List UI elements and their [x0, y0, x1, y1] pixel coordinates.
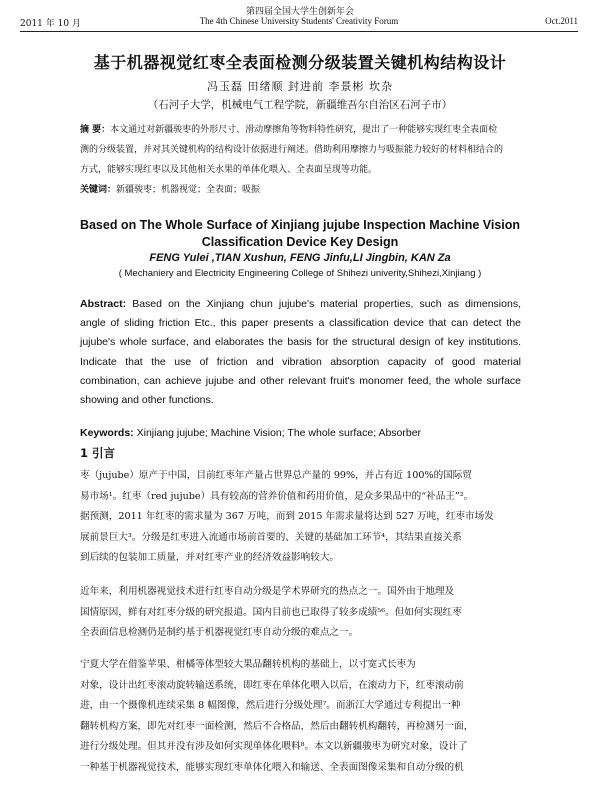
abstract-cn-label: 摘 要： — [80, 125, 111, 135]
header-date-en: Oct.2011 — [545, 16, 578, 26]
paragraph-line: 展前景巨大³。分级是红枣进入流通市场前首要的、关键的基础加工环节⁴，其结果直接关系 — [80, 531, 462, 543]
keywords-cn-label: 关键词： — [80, 185, 117, 195]
abstract-cn — [80, 120, 520, 180]
conference-name-cn: 第四届全国大学生创新年会 — [245, 7, 354, 17]
paragraph-line: 据预测，2011 年红枣的需求量为 367 万吨，而到 2015 年需求量将达到 527 万吨，红枣市场发 — [80, 511, 494, 522]
keywords-en — [80, 427, 521, 439]
abstract-en-line: Based on the Xinjiang chun jujube's material properties, such as dimensions, — [132, 298, 521, 310]
body-paragraph — [80, 655, 521, 778]
paragraph-line: 近年来，利用机器视觉技术进行红枣自动分级是学术界研究的热点之一。国外由于地理及 — [80, 586, 455, 597]
abstract-cn-line: 本文通过对新疆骏枣的外形尺寸、滑动摩擦角等物料特性研究，提出了一种能够实现红枣全表面检 — [110, 125, 498, 135]
abstract-en-line: Indicate that the use of friction and vibration absorption capacity of good material — [80, 355, 521, 368]
abstract-en-label: Abstract: — [80, 298, 127, 310]
paragraph-line: 一种基于机器视觉技术，能够实现红枣单体化喂入和输送、全表面图像采集和自动分级的机 — [80, 761, 464, 773]
abstract-en-line: angle of sliding friction Etc., this paper presents a classification device that can detect the — [80, 317, 521, 330]
title-en — [0, 217, 600, 251]
paragraph-line: 国情原因，鲜有对红枣分级的研究报道。国内目前也已取得了较多成绩⁵⁶。但如何实现红枣 — [80, 606, 462, 618]
paragraph-line: 翻转机构方案，即先对红枣一面检测，然后不合格品，然后由翻转机构翻转，再检测另一面， — [80, 720, 474, 732]
abstract-en — [80, 295, 521, 410]
authors-en: FENG Yulei ,TIAN Xushun, FENG Jinfu,LI Jingbin, KAN Za — [149, 252, 451, 264]
header-rule — [20, 31, 578, 32]
keywords-cn — [80, 182, 520, 195]
paragraph-line: 枣（jujube）原产于中国，目前红枣年产量占世界总产量的 99%，并占有近 100%的国际贸 — [80, 470, 472, 481]
paragraph-line: 对象，设计出红枣滚动旋转输送系统，即红枣在单体化喂入以后，在滚动力下，红枣滚动前 — [80, 679, 464, 691]
affiliation-en: ( Mechaniery and Electricity Engineering College of Shihezi univerity,Shihezi,Xinjiang ) — [118, 268, 482, 279]
paragraph-line: 进行分级处理。但其并没有涉及如何实现单体化喂料⁸。本文以新疆骏枣为研究对象，设计了 — [80, 741, 468, 752]
paragraph-line: 宁夏大学在借鉴苹果、柑橘等体型较大果品翻转机构的基础上，以寸宽式长枣为 — [80, 659, 416, 670]
paragraph-line: 进，由一个摄像机连续采集 8 幅图像，然后进行分级处理⁷。而浙江大学通过专利提出一种 — [80, 700, 461, 711]
affiliation-cn: （石河子大学，机械电气工程学院，新疆维吾尔自治区石河子市） — [147, 99, 453, 111]
abstract-cn-line: 测的分级装置，并对其关键机构的结构设计依据进行阐述。借助利用摩擦力与吸振能力较好的材料相结合的 — [80, 145, 504, 155]
keywords-cn-text: 新疆骏枣；机器视觉；全表面；吸振 — [116, 185, 261, 195]
title-en-line: Classification Device Key Design — [201, 235, 399, 249]
abstract-en-line: combination, can achieve jujube and other relevant fruit's monomer feed, the whole surface — [80, 374, 521, 387]
header-conference-en: The 4th Chinese University Students' Creativity Forum — [199, 16, 399, 26]
paragraph-line: 易市场¹。红枣（red jujube）具有较高的营养价值和药用价值，是众多果品中的“补品王”²。 — [80, 490, 474, 502]
section-heading-introduction: 1 引言 — [80, 446, 116, 460]
keywords-en-label: Keywords: — [80, 427, 134, 439]
paragraph-line: 到后续的包装加工质量，并对红枣产业的经济效益影响较大。 — [80, 552, 340, 563]
abstract-en-line: jujube's whole surface, and elaborates the basis for the structural design of key institutions. — [80, 336, 521, 349]
authors-cn: 冯玉磊 田绪顺 封进前 李景彬 坎杂 — [207, 80, 393, 93]
running-header — [20, 16, 578, 30]
header-date-cn: 2011 年 10 月 — [20, 19, 81, 29]
title-cn: 基于机器视觉红枣全表面检测分级装置关键机构结构设计 — [93, 53, 507, 72]
abstract-en-line: showing and other functions. — [80, 394, 214, 407]
title-en-line: Based on The Whole Surface of Xinjiang jujube Inspection Machine Vision — [79, 218, 521, 232]
body-paragraph — [80, 582, 521, 644]
paragraph-line: 全表面信息检测仍是制约基于机器视觉红枣自动分级的难点之一。 — [80, 627, 359, 638]
abstract-cn-line: 方式，能够实现红枣以及其他相关水果的单体化喂入、全表面呈现等功能。 — [80, 165, 378, 175]
body-paragraph — [80, 466, 521, 569]
keywords-en-text: Xinjiang jujube; Machine Vision; The whole surface; Absorber — [136, 427, 422, 439]
